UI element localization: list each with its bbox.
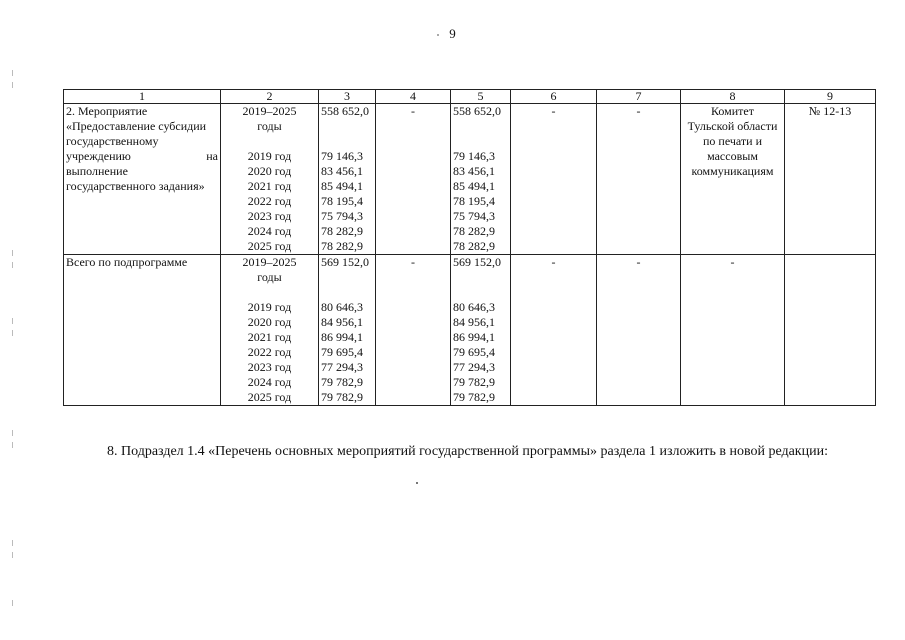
period-cell: 2019–2025 годы 2019 год 2020 год 2021 год 2022 год 2023 год 2024 год 2025 год [221,255,319,406]
regional-budget-cell: 569 152,0 80 646,3 84 956,1 86 994,1 79 695,4 77 294,3 79 782,9 79 782,9 [451,255,511,406]
page-number: 9 [449,26,456,41]
binding-margin-marks [12,60,16,620]
scan-dot [416,482,418,484]
other-sources-cell: - [597,104,681,255]
executor-cell: - [681,255,785,406]
header-cell: 5 [451,90,511,104]
local-budget-cell: - [511,255,597,406]
other-sources-cell: - [597,255,681,406]
indicator-cell: № 12-13 [785,104,876,255]
table-row [64,255,876,406]
amendment-paragraph: 8. Подраздел 1.4 «Перечень основных мероприятий государственной программы» раздела 1 изложить в новой редакции: [107,444,828,459]
table-row [64,104,876,255]
federal-budget-cell: - [376,104,451,255]
measure-name-cell: Всего по подпрограмме [64,255,221,406]
header-row [64,90,876,104]
period-cell: 2019–2025 годы 2019 год 2020 год 2021 год 2022 год 2023 год 2024 год 2025 год [221,104,319,255]
header-cell: 9 [785,90,876,104]
indicator-cell [785,255,876,406]
federal-budget-cell: - [376,255,451,406]
measures-table [63,89,876,406]
amount-total-cell: 558 652,0 79 146,3 83 456,1 85 494,1 78 195,4 75 794,3 78 282,9 78 282,9 [319,104,376,255]
header-cell: 7 [597,90,681,104]
header-cell: 2 [221,90,319,104]
header-cell: 3 [319,90,376,104]
header-cell: 1 [64,90,221,104]
amount-total-cell: 569 152,0 80 646,3 84 956,1 86 994,1 79 695,4 77 294,3 79 782,9 79 782,9 [319,255,376,406]
regional-budget-cell: 558 652,0 79 146,3 83 456,1 85 494,1 78 195,4 75 794,3 78 282,9 78 282,9 [451,104,511,255]
header-cell: 6 [511,90,597,104]
header-cell: 4 [376,90,451,104]
header-cell: 8 [681,90,785,104]
local-budget-cell: - [511,104,597,255]
executor-cell: Комитет Тульской области по печати и массовым коммуникациям [681,104,785,255]
measure-name-cell: 2. Мероприятие «Предоставление субсидии государственному учреждению на выполнение государственного задания» [64,104,221,255]
